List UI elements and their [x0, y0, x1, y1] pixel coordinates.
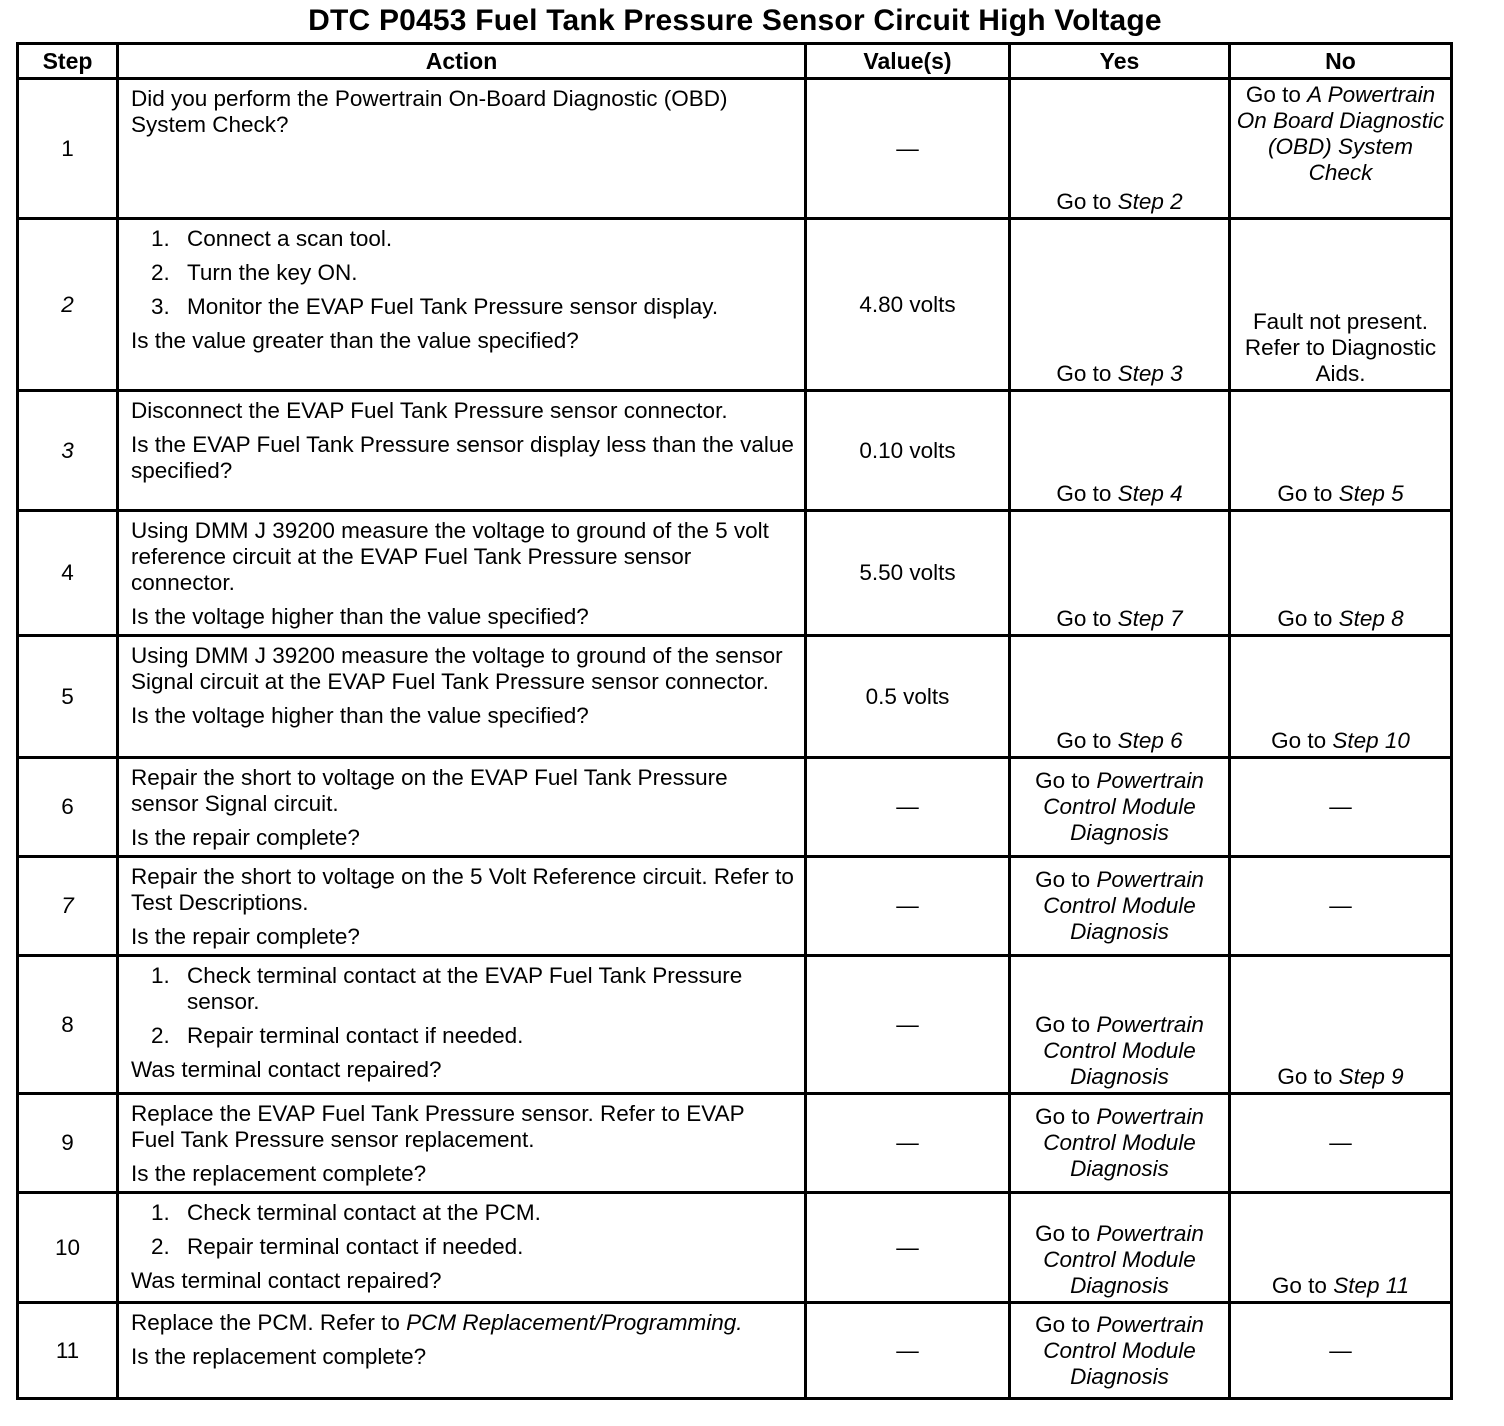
yes-link[interactable]: Powertrain Control Module Diagnosis — [1043, 1221, 1204, 1298]
table-row — [18, 1303, 1452, 1399]
action-cell — [118, 956, 806, 1094]
diagnostic-table — [16, 42, 1453, 1400]
table-row — [18, 758, 1452, 857]
no-link[interactable]: Step 8 — [1338, 606, 1404, 631]
step-number: 10 — [18, 1193, 118, 1303]
action-text: Replace the EVAP Fuel Tank Pressure sensor. Refer to EVAP Fuel Tank Pressure sensor replacement. — [131, 1101, 745, 1152]
list-item: 2. Turn the key ON. — [151, 260, 358, 285]
value-cell: — — [806, 1303, 1010, 1399]
yes-prefix: Go to — [1056, 728, 1118, 753]
step-number: 8 — [18, 956, 118, 1094]
action-question: Is the voltage higher than the value specified? — [131, 604, 589, 629]
action-text: Repair the short to voltage on the EVAP Fuel Tank Pressure sensor Signal circuit. — [131, 765, 728, 816]
header-yes: Yes — [1010, 44, 1230, 79]
no-link[interactable]: Step 5 — [1338, 481, 1404, 506]
action-cell — [118, 1094, 806, 1193]
list-item: 1. Check terminal contact at the EVAP Fuel Tank Pressure sensor. — [151, 963, 743, 1014]
yes-link[interactable]: Step 7 — [1117, 606, 1183, 631]
action-cell — [118, 79, 806, 219]
yes-prefix: Go to — [1056, 606, 1118, 631]
value-cell: 0.10 volts — [806, 391, 1010, 511]
step-number: 9 — [18, 1094, 118, 1193]
yes-cell — [1010, 219, 1230, 391]
document-title: DTC P0453 Fuel Tank Pressure Sensor Circuit High Voltage — [308, 4, 1162, 37]
action-cell — [118, 219, 806, 391]
yes-link[interactable]: Step 2 — [1117, 189, 1183, 214]
no-link[interactable]: Step 11 — [1333, 1273, 1410, 1298]
no-link[interactable]: Step 10 — [1332, 728, 1410, 753]
step-number: 5 — [18, 636, 118, 758]
action-text: Repair the short to voltage on the 5 Volt Reference circuit. Refer to Test Descriptions. — [131, 864, 794, 915]
yes-prefix: Go to — [1035, 1104, 1097, 1129]
yes-prefix: Go to — [1035, 1311, 1097, 1337]
action-list — [131, 1200, 794, 1260]
yes-cell — [1010, 391, 1230, 511]
table-header-row — [18, 44, 1452, 79]
header-action: Action — [118, 44, 806, 79]
no-link[interactable]: Step 9 — [1338, 1064, 1404, 1089]
table-row — [18, 79, 1452, 219]
yes-cell — [1010, 1094, 1230, 1193]
action-question: Is the voltage higher than the value specified? — [131, 703, 589, 728]
action-cell — [118, 391, 806, 511]
no-cell — [1230, 636, 1452, 758]
action-text: Using DMM J 39200 measure the voltage to ground of the sensor Signal circuit at the EVAP Fuel Tank Pressure sensor connector. — [131, 643, 783, 694]
yes-cell — [1010, 956, 1230, 1094]
no-cell: — — [1230, 758, 1452, 857]
yes-prefix: Go to — [1035, 867, 1097, 892]
yes-cell — [1010, 857, 1230, 956]
yes-cell — [1010, 79, 1230, 219]
no-cell — [1230, 511, 1452, 636]
step-number: 7 — [18, 857, 118, 956]
action-question: Is the replacement complete? — [131, 1344, 427, 1369]
no-cell — [1230, 1193, 1452, 1303]
no-cell: — — [1230, 1303, 1452, 1399]
no-prefix: Go to — [1271, 728, 1333, 753]
action-cell — [118, 1303, 806, 1399]
action-list — [131, 226, 794, 320]
table-row — [18, 1094, 1452, 1193]
no-link[interactable]: A Powertrain On Board Diagnostic (OBD) System Check — [1236, 82, 1445, 185]
action-question: Is the value greater than the value specified? — [131, 328, 579, 353]
table-row — [18, 956, 1452, 1094]
yes-cell — [1010, 758, 1230, 857]
action-text: Using DMM J 39200 measure the voltage to ground of the 5 volt reference circuit at the EVAP Fuel Tank Pressure sensor connector. — [131, 518, 769, 595]
step-number: 3 — [18, 391, 118, 511]
value-cell: 4.80 volts — [806, 219, 1010, 391]
action-cell — [118, 511, 806, 636]
no-cell: — — [1230, 857, 1452, 956]
list-item: 1. Connect a scan tool. — [151, 226, 393, 251]
action-cell — [118, 636, 806, 758]
step-number: 4 — [18, 511, 118, 636]
action-question: Is the EVAP Fuel Tank Pressure sensor display less than the value specified? — [131, 432, 794, 483]
action-list — [131, 963, 794, 1049]
yes-link[interactable]: Powertrain Control Module Diagnosis — [1043, 1012, 1204, 1089]
action-cell — [118, 857, 806, 956]
pcm-replacement-link[interactable]: PCM Replacement/Programming. — [406, 1310, 743, 1335]
yes-prefix: Go to — [1056, 189, 1118, 214]
value-cell: — — [806, 758, 1010, 857]
list-item: 2. Repair terminal contact if needed. — [151, 1234, 524, 1259]
yes-cell — [1010, 511, 1230, 636]
table-row — [18, 1193, 1452, 1303]
value-cell: — — [806, 1094, 1010, 1193]
action-question: Is the repair complete? — [131, 924, 360, 949]
yes-cell — [1010, 1193, 1230, 1303]
list-item: 1. Check terminal contact at the PCM. — [151, 1200, 541, 1225]
table-row — [18, 511, 1452, 636]
action-question: Was terminal contact repaired? — [131, 1268, 442, 1293]
yes-link[interactable]: Powertrain Control Module Diagnosis — [1043, 1104, 1204, 1181]
no-cell: — — [1230, 1094, 1452, 1193]
action-text: Replace the PCM. Refer to PCM Replacement/Programming. — [131, 1310, 743, 1335]
yes-cell — [1010, 636, 1230, 758]
header-no: No — [1230, 44, 1452, 79]
yes-prefix: Go to — [1056, 481, 1118, 506]
table-row — [18, 219, 1452, 391]
no-cell — [1230, 391, 1452, 511]
header-step: Step — [18, 44, 118, 79]
step-number: 1 — [18, 79, 118, 219]
value-cell: 0.5 volts — [806, 636, 1010, 758]
yes-prefix: Go to — [1035, 1221, 1097, 1246]
yes-prefix: Go to — [1035, 768, 1097, 793]
action-question: Is the repair complete? — [131, 825, 360, 850]
no-cell — [1230, 956, 1452, 1094]
table-row — [18, 391, 1452, 511]
no-prefix: Go to — [1245, 82, 1308, 107]
action-text: Disconnect the EVAP Fuel Tank Pressure sensor connector. — [131, 398, 728, 423]
yes-link[interactable]: Step 4 — [1117, 481, 1183, 506]
yes-prefix: Go to — [1035, 1012, 1097, 1037]
value-cell: — — [806, 857, 1010, 956]
yes-link[interactable]: Powertrain Control Module Diagnosis — [1043, 867, 1204, 944]
action-question: Is the replacement complete? — [131, 1161, 427, 1186]
yes-cell — [1010, 1303, 1230, 1399]
no-prefix: Go to — [1277, 606, 1339, 631]
table-row — [18, 636, 1452, 758]
step-number: 6 — [18, 758, 118, 857]
value-cell: 5.50 volts — [806, 511, 1010, 636]
yes-link[interactable]: Powertrain Control Module Diagnosis — [1043, 1311, 1204, 1389]
action-cell — [118, 1193, 806, 1303]
value-cell: — — [806, 79, 1010, 219]
yes-link[interactable]: Step 6 — [1117, 728, 1183, 753]
action-cell — [118, 758, 806, 857]
yes-link[interactable]: Powertrain Control Module Diagnosis — [1043, 768, 1204, 845]
no-cell — [1230, 79, 1452, 219]
step-number: 11 — [18, 1303, 118, 1399]
no-cell: Fault not present. Refer to Diagnostic Aids. — [1230, 219, 1452, 391]
step-number: 2 — [18, 219, 118, 391]
action-question: Was terminal contact repaired? — [131, 1057, 442, 1082]
no-prefix: Go to — [1277, 1064, 1339, 1089]
list-item: 3. Monitor the EVAP Fuel Tank Pressure sensor display. — [151, 294, 719, 319]
action-text: Did you perform the Powertrain On-Board Diagnostic (OBD) System Check? — [131, 86, 728, 137]
value-cell: — — [806, 956, 1010, 1094]
no-prefix: Go to — [1271, 1273, 1334, 1298]
value-cell: — — [806, 1193, 1010, 1303]
no-prefix: Go to — [1277, 481, 1339, 506]
header-value: Value(s) — [806, 44, 1010, 79]
table-row — [18, 857, 1452, 956]
yes-link[interactable]: Step 3 — [1117, 361, 1183, 386]
list-item: 2. Repair terminal contact if needed. — [151, 1023, 524, 1048]
yes-prefix: Go to — [1056, 361, 1118, 386]
